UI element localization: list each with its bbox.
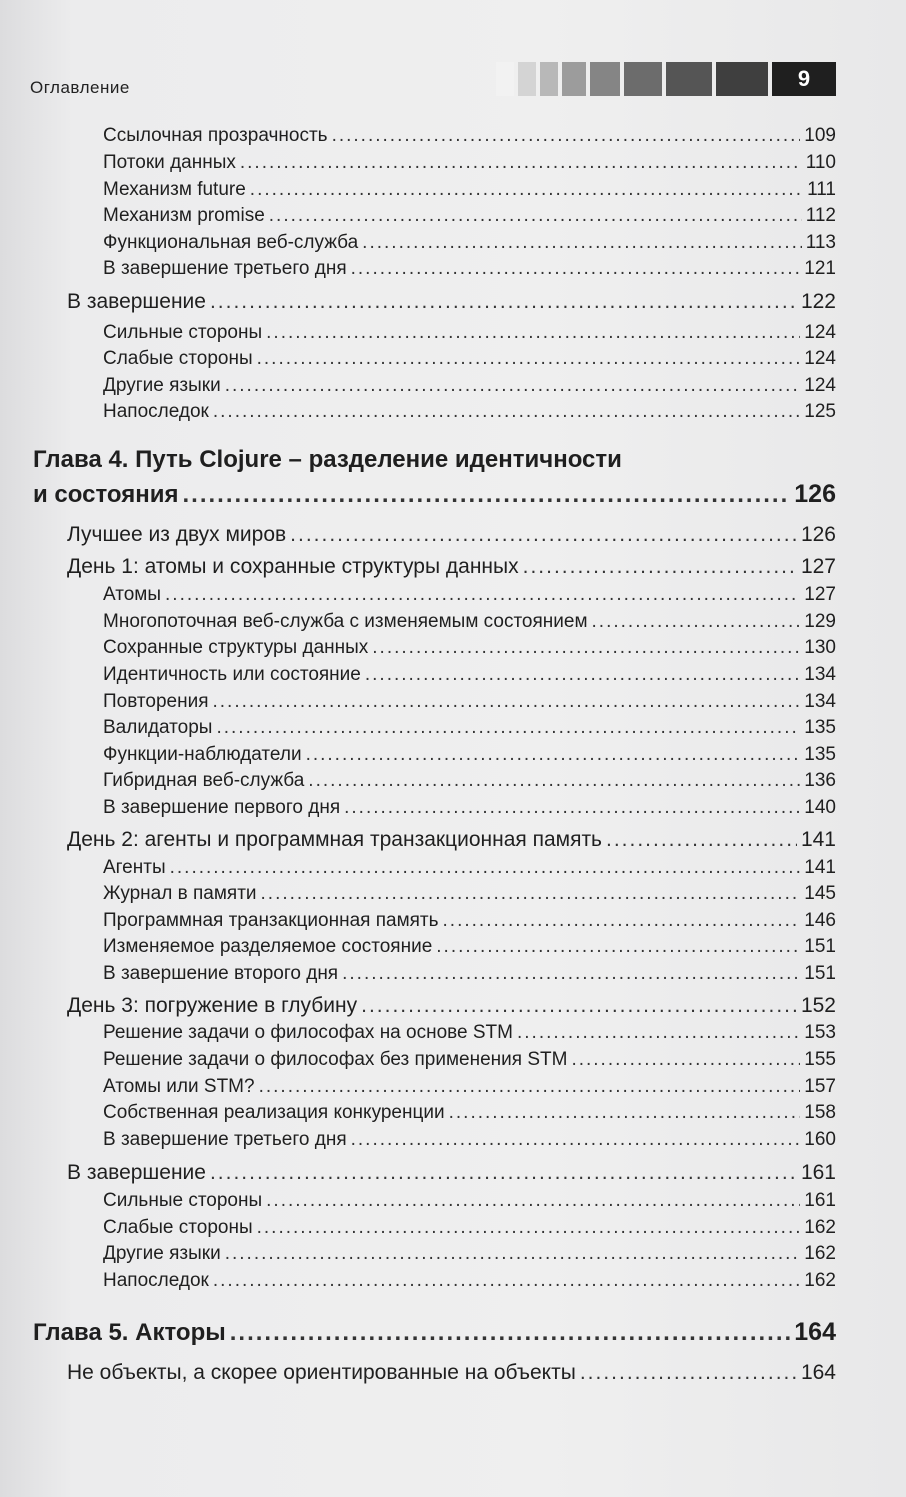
toc-section [67,555,836,579]
leader-dots [351,258,801,280]
leader-dots [213,401,800,423]
toc-entry [103,348,836,370]
toc-entry-page: 124 [804,348,836,369]
bar-segment [666,62,712,96]
toc-entry-page: 125 [804,401,836,422]
toc-entry [103,910,836,932]
toc-entry-page: 135 [804,717,836,738]
toc-entry-title: Механизм future [103,179,246,200]
toc-section-title: Не объекты, а скорее ориентированные на объекты [67,1361,576,1384]
toc-entry-page: 158 [804,1102,836,1123]
leader-dots [523,555,797,579]
toc-section [67,290,836,314]
leader-dots [290,523,797,547]
toc-entry-title: Функции-наблюдатели [103,744,302,765]
toc-entry-title: Повторения [103,691,209,712]
leader-dots [332,125,801,147]
leader-dots [606,828,797,852]
leader-dots [269,205,802,227]
leader-dots [213,1270,800,1292]
toc-entry-title: Слабые стороны [103,1217,253,1238]
leader-dots [225,375,801,397]
toc-entry [103,797,836,819]
leader-dots [165,584,800,606]
toc-entry [103,205,836,227]
leader-dots [240,152,802,174]
toc-entry [103,1270,836,1292]
toc-entry [103,1243,836,1265]
toc-entry-title: Многопоточная веб-служба с изменяемым состоянием [103,611,588,632]
leader-dots [351,1129,801,1151]
toc-entry-title: Другие языки [103,375,221,396]
chapter-heading [33,480,836,509]
toc-entry [103,1049,836,1071]
toc-section-page: 141 [800,828,836,851]
leader-dots [212,691,800,713]
toc-entry [103,1217,836,1239]
toc-entry-page: 141 [804,857,836,878]
leader-dots [517,1022,800,1044]
leader-dots [306,744,801,766]
toc-entry [103,375,836,397]
leader-dots [250,179,803,201]
bar-segment [518,62,536,96]
leader-dots [436,936,800,958]
toc-entry-title: Ссылочная прозрачность [103,125,328,146]
leader-dots [259,1076,801,1098]
toc-entry-title: Атомы или STM? [103,1076,255,1097]
toc-entry-title: Потоки данных [103,152,236,173]
chapter-page: 164 [794,1318,836,1346]
toc-entry-page: 136 [804,770,836,791]
toc-entry-page: 121 [804,258,836,279]
toc-entry [103,584,836,606]
toc-entry [103,963,836,985]
toc-entry-title: Решение задачи о философах без применения STM [103,1049,568,1070]
leader-dots [257,348,801,370]
toc-entry-page: 127 [804,584,836,605]
toc-entry-title: В завершение второго дня [103,963,339,984]
toc-entry-page: 162 [804,1243,836,1264]
toc-section-page: 164 [800,1361,836,1384]
toc-entry-title: Гибридная веб-служба [103,770,305,791]
toc-entry [103,1076,836,1098]
toc-section-page: 122 [800,290,836,313]
leader-dots [342,963,800,985]
header-gradient-bar [492,62,836,96]
toc-section [67,828,836,852]
toc-entry [103,664,836,686]
toc-entry-title: В завершение третьего дня [103,1129,347,1150]
toc-entry-title: Другие языки [103,1243,221,1264]
toc-entry [103,401,836,423]
leader-dots [361,994,797,1018]
toc-entry-page: 162 [804,1217,836,1238]
toc-entry-page: 124 [804,322,836,343]
chapter-title: и состояния [33,481,179,508]
toc-entry-page: 134 [804,664,836,685]
toc-entry [103,179,836,201]
leader-dots [266,1190,800,1212]
toc-entry-page: 134 [804,691,836,712]
toc-entry [103,1102,836,1124]
leader-dots [344,797,800,819]
bar-segment [624,62,662,96]
toc-entry [103,125,836,147]
toc-section-title: В завершение [67,290,206,313]
toc-entry-title: Слабые стороны [103,348,253,369]
leader-dots [449,1102,801,1124]
toc-section [67,994,836,1018]
leader-dots [443,910,801,932]
toc-entry-page: 140 [804,797,836,818]
toc-entry-title: В завершение первого дня [103,797,341,818]
leader-dots [580,1361,797,1385]
chapter-heading-line1: Глава 4. Путь Clojure – разделение идентичности [33,446,622,473]
toc-entry-title: Изменяемое разделяемое состояние [103,936,433,957]
toc-entry [103,637,836,659]
toc-entry [103,322,836,344]
leader-dots [230,1319,791,1347]
leader-dots [372,637,800,659]
toc-entry [103,1022,836,1044]
page-number: 9 [772,62,836,96]
toc-entry-page: 110 [805,152,836,173]
toc-section-title: День 3: погружение в глубину [67,994,358,1017]
leader-dots [216,717,800,739]
toc-entry [103,717,836,739]
toc-entry-page: 160 [804,1129,836,1150]
toc-section [67,1161,836,1185]
chapter-heading [33,1318,836,1347]
toc-entry-title: Агенты [103,857,166,878]
toc-entry-page: 146 [804,910,836,931]
toc-entry-page: 145 [804,883,836,904]
section-title: Оглавление [30,78,130,97]
chapter-title: Глава 5. Акторы [33,1319,226,1346]
running-header [30,62,836,98]
toc-entry-page: 113 [805,232,836,253]
toc-entry-title: Атомы [103,584,162,605]
toc-section-title: В завершение [67,1161,206,1184]
leader-dots [183,481,791,509]
toc-entry [103,1129,836,1151]
toc-entry-page: 130 [804,637,836,658]
leader-dots [365,664,800,686]
toc-section [67,1361,836,1385]
toc-entry [103,770,836,792]
toc-entry-page: 162 [804,1270,836,1291]
leader-dots [362,232,802,254]
toc-entry-page: 129 [804,611,836,632]
toc-entry-title: Функциональная веб-служба [103,232,359,253]
bar-segment [496,62,514,96]
toc-entry-page: 135 [804,744,836,765]
toc-entry [103,691,836,713]
leader-dots [592,611,801,633]
toc-entry-page: 151 [804,936,836,957]
toc-entry-title: Собственная реализация конкуренции [103,1102,445,1123]
toc-entry-title: Сохранные структуры данных [103,637,369,658]
toc-entry-title: Напоследок [103,401,209,422]
toc-entry [103,857,836,879]
leader-dots [210,290,797,314]
toc-entry-title: Программная транзакционная память [103,910,439,931]
bar-segment [562,62,586,96]
toc-entry [103,152,836,174]
toc-section-page: 127 [800,555,836,578]
toc-entry [103,1190,836,1212]
leader-dots [257,1217,801,1239]
toc-section-title: День 1: атомы и сохранные структуры данных [67,555,519,578]
toc-entry-page: 124 [804,375,836,396]
toc-entry [103,232,836,254]
toc-entry [103,883,836,905]
leader-dots [170,857,801,879]
toc-section-title: День 2: агенты и программная транзакционная память [67,828,602,851]
toc-entry-page: 151 [804,963,836,984]
leader-dots [261,883,801,905]
toc-entry [103,258,836,280]
toc-entry-page: 155 [804,1049,836,1070]
toc-entry-page: 112 [805,205,836,226]
toc-entry-title: Валидаторы [103,717,213,738]
toc-entry-page: 161 [804,1190,836,1211]
toc-section-title: Лучшее из двух миров [67,523,287,546]
bar-segment [540,62,558,96]
toc-entry-title: Идентичность или состояние [103,664,361,685]
leader-dots [225,1243,801,1265]
toc-section-page: 161 [800,1161,836,1184]
toc-section-page: 152 [800,994,836,1017]
leader-dots [210,1161,797,1185]
toc-entry-title: В завершение третьего дня [103,258,347,279]
bar-segment [590,62,620,96]
toc-entry-title: Сильные стороны [103,322,263,343]
toc-entry-title: Решение задачи о философах на основе STM [103,1022,513,1043]
leader-dots [308,770,800,792]
leader-dots [571,1049,800,1071]
chapter-page: 126 [794,480,836,508]
bar-segment [716,62,768,96]
toc-entry-page: 109 [804,125,836,146]
toc-entry-title: Напоследок [103,1270,209,1291]
toc-entry-title: Сильные стороны [103,1190,263,1211]
toc-section [67,523,836,547]
toc-entry-title: Журнал в памяти [103,883,257,904]
toc-entry [103,611,836,633]
leader-dots [266,322,800,344]
toc-entry-page: 111 [807,179,836,200]
toc-entry [103,936,836,958]
toc-entry [103,744,836,766]
toc-entry-page: 153 [804,1022,836,1043]
toc-section-page: 126 [800,523,836,546]
toc-entry-title: Механизм promise [103,205,265,226]
toc-entry-page: 157 [804,1076,836,1097]
